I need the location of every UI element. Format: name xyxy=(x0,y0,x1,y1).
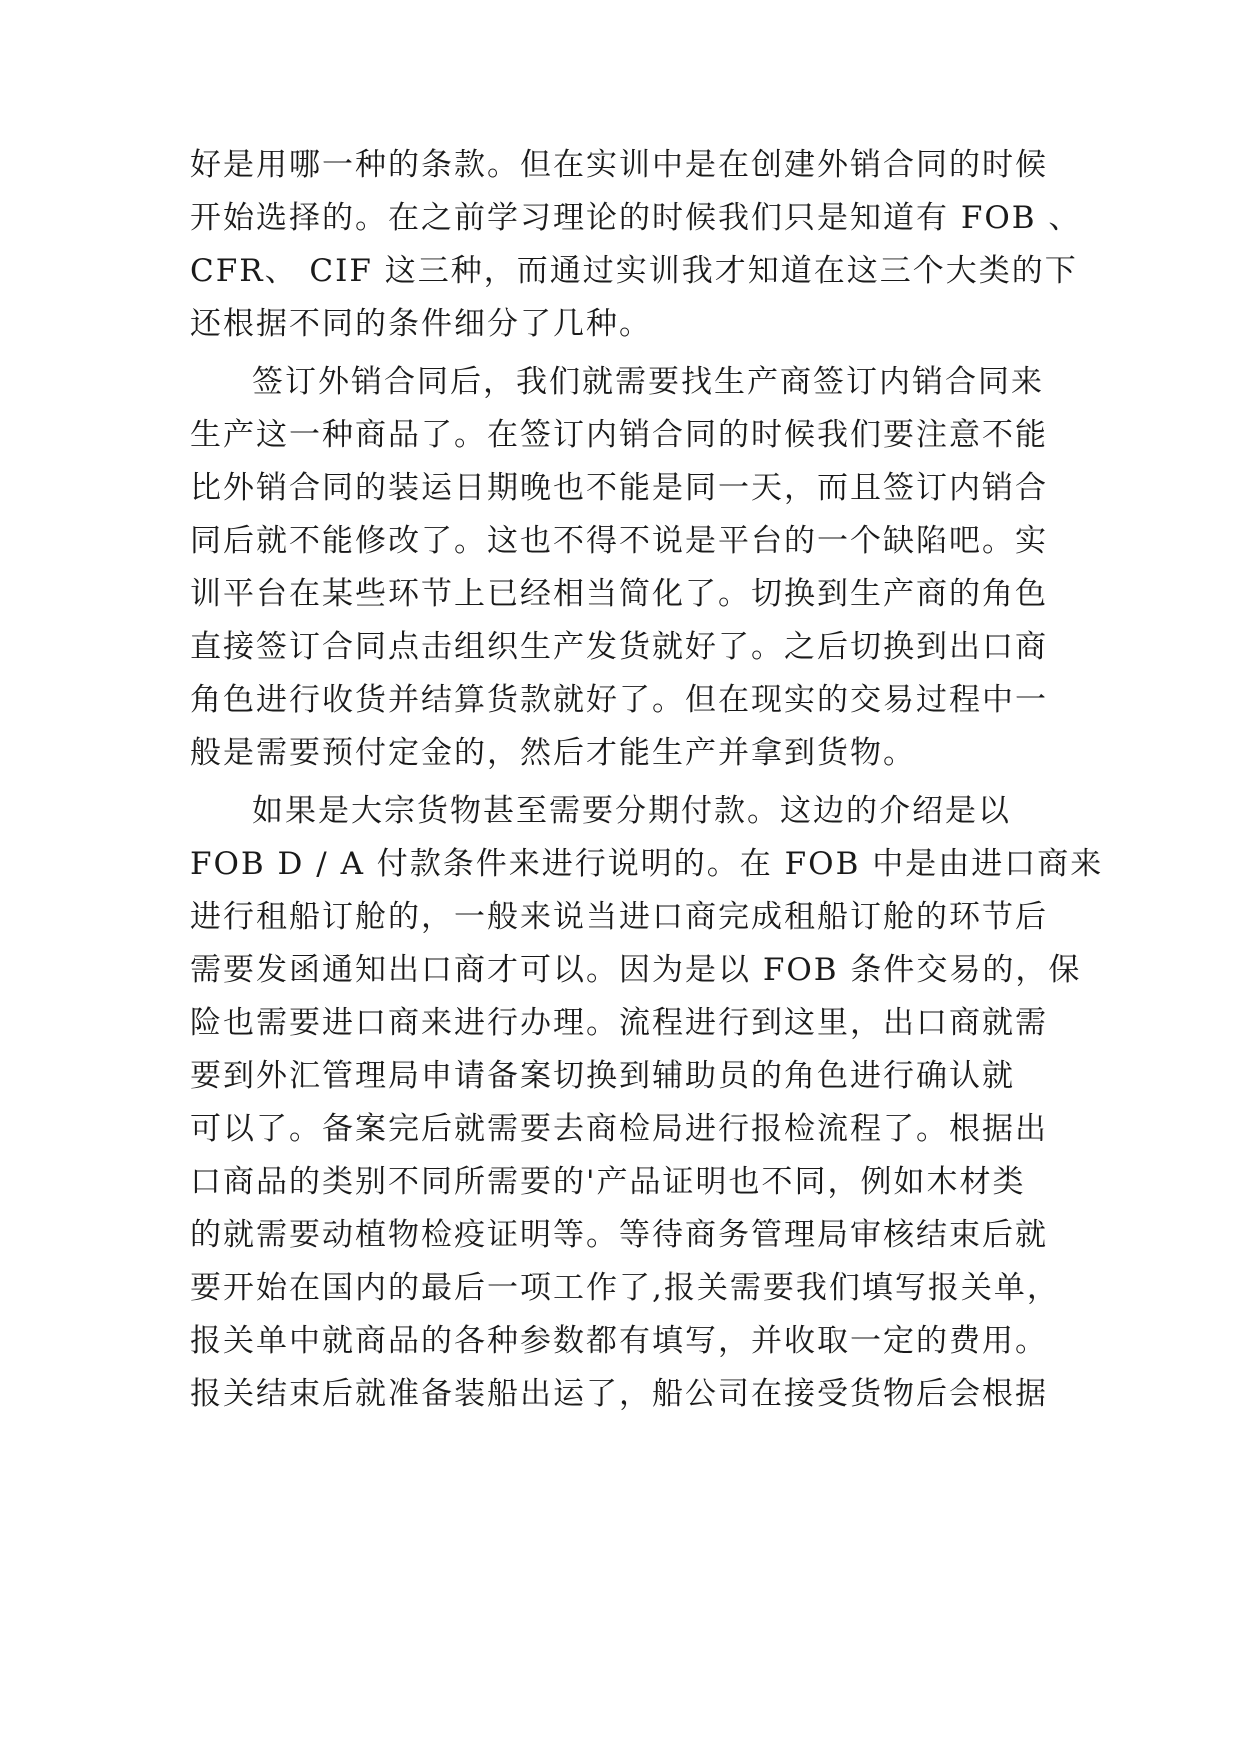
text-line: 比外销合同的装运日期晚也不能是同一天，而且签订内销合 xyxy=(190,470,1048,506)
text-line: 生产这一种商品了。在签订内销合同的时候我们要注意不能 xyxy=(190,417,1048,453)
text-line: 般是需要预付定金的，然后才能生产并拿到货物。 xyxy=(190,735,916,771)
text-line: 同后就不能修改了。这也不得不说是平台的一个缺陷吧。实 xyxy=(190,523,1048,559)
text-line: 进行租船订舱的，一般来说当进口商完成租船订舱的环节后 xyxy=(190,899,1048,935)
text-line: 的就需要动植物检疫证明等。等待商务管理局审核结束后就 xyxy=(190,1217,1048,1253)
text-line: 口商品的类别不同所需要的'产品证明也不同，例如木材类 xyxy=(190,1164,1026,1200)
text-line: 报关单中就商品的各种参数都有填写，并收取一定的费用。 xyxy=(190,1323,1048,1359)
text-line: 要到外汇管理局申请备案切换到辅助员的角色进行确认就 xyxy=(190,1058,1015,1094)
text-line: 还根据不同的条件细分了几种。 xyxy=(190,306,652,342)
text-line: CFR、 CIF 这三种，而通过实训我才知道在这三个大类的下 xyxy=(190,253,1078,289)
text-line: 要开始在国内的最后一项工作了,报关需要我们填写报关单， xyxy=(190,1270,1060,1306)
paragraph-first-line: 签订外销合同后，我们就需要找生产商签订内销合同来 xyxy=(252,364,1044,400)
text-line: 险也需要进口商来进行办理。流程进行到这里，出口商就需 xyxy=(190,1005,1048,1041)
text-line: 好是用哪一种的条款。但在实训中是在创建外销合同的时候 xyxy=(190,147,1048,183)
text-line: FOB D / A 付款条件来进行说明的。在 FOB 中是由进口商来 xyxy=(190,846,1104,882)
paragraph-first-line: 如果是大宗货物甚至需要分期付款。这边的介绍是以 xyxy=(252,793,1011,829)
text-line: 可以了。备案完后就需要去商检局进行报检流程了。根据出 xyxy=(190,1111,1048,1147)
text-line: 角色进行收货并结算货款就好了。但在现实的交易过程中一 xyxy=(190,682,1048,718)
text-line: 开始选择的。在之前学习理论的时候我们只是知道有 FOB 、 xyxy=(190,200,1082,236)
text-line: 报关结束后就准备装船出运了，船公司在接受货物后会根据 xyxy=(190,1376,1048,1412)
text-line: 需要发函通知出口商才可以。因为是以 FOB 条件交易的，保 xyxy=(190,952,1082,988)
text-line: 训平台在某些环节上已经相当简化了。切换到生产商的角色 xyxy=(190,576,1048,612)
text-line: 直接签订合同点击组织生产发货就好了。之后切换到出口商 xyxy=(190,629,1048,665)
